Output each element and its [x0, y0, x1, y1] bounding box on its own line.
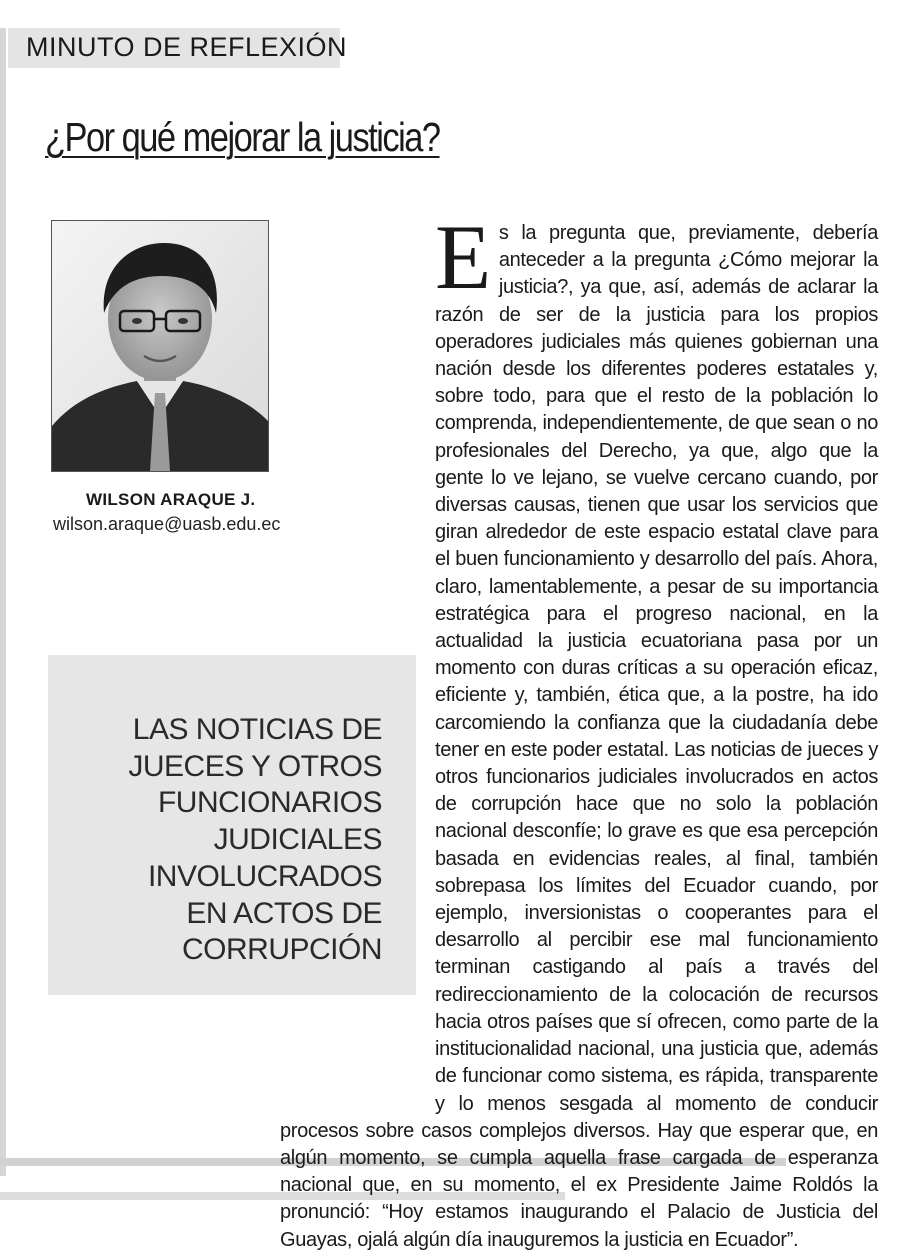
left-margin-rule [0, 28, 6, 1176]
pull-quote: LAS NOTICIAS DE JUECES Y OTROS FUNCIONARIOS JUDICIALES INVOLUCRADOS EN ACTOS DE CORRUPCIÓN [128, 713, 382, 967]
drop-cap: E [435, 206, 491, 308]
section-label: MINUTO DE REFLEXIÓN [26, 32, 348, 62]
article-headline: ¿Por qué mejorar la justicia? [45, 114, 440, 160]
article-text: s la pregunta que, previamente, debería anteceder a la pregunta ¿Cómo mejorar la justicia?, ya que, así, además de aclarar la razón de ser de la justicia para los propios operadores judiciales más quienes gobiernan una nación desde los diferentes poderes estatales y, sobre todo, para que el resto de la población lo comprenda, independientemente, de que sean o no profesionales del Derecho, ya que, algo que la gente lo ve lejano, se vuelve cercano cuando, por diversas causas, tienen que usar los servicios que giran alrededor de este espacio estatal clave para el buen funcionamiento y desarrollo del país. Ahora, claro, lamentablemente, a pesar de su importancia estratégica para el progreso nacional, en la actualidad la justicia ecuatoriana pasa por un momento con duras críticas a su operación eficaz, eficiente y, también, ética que, a la postre, ha ido carcomiendo la confianza que la ciudadanía debe tener en este poder estatal. Las noticias de jueces y otros funcionarios judiciales involucrados en actos de corrupción hace que no solo la población nacional desconfíe; lo grave es que esa percepción basada en evidencias reales, al final, también sobrepasa los límites del Ecuador cuando, por ejemplo, inversionistas o cooperantes para el desarrollo al percibir ese mal funcionamiento terminan castigando al país a través del redireccionamiento de la colocación de recursos hacia otros países que sí ofrecen, como parte de la institucionalidad nacional, una justicia que, además de funcionar como sistema, es rápida, transparente y lo menos sesgada al momento de conducir procesos sobre casos complejos diversos. Hay que esperar que, en algún momento, se cumpla aquella frase cargada de esperanza nacional que, en su momento, el ex Presidente Jaime Roldós la pronunció: “Hoy estamos inaugurando el Palacio de Justicia del Guayas, ojalá algún día inauguremos la justicia en Ecuador”. [280, 222, 878, 1251]
author-name: WILSON ARAQUE J. [86, 490, 256, 509]
article-body [280, 206, 878, 1251]
pull-quote-wrap-area [280, 655, 435, 1095]
author-photo [51, 220, 269, 472]
author-portrait-image [52, 221, 268, 471]
author-email: wilson.araque@uasb.edu.ec [53, 514, 281, 534]
